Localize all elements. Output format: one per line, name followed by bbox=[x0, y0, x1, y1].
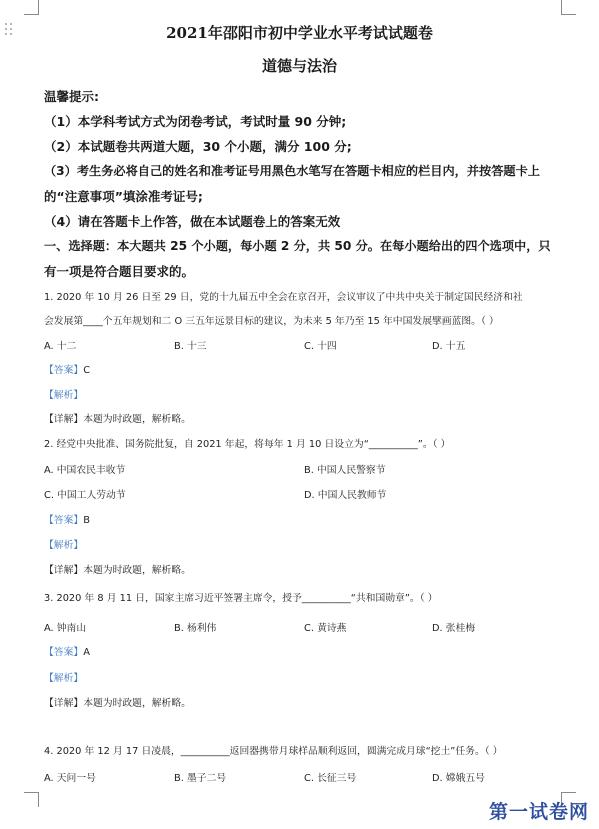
answer-line bbox=[44, 362, 90, 376]
subject-title: 道德与法治 bbox=[261, 57, 337, 75]
question-stem: 1. 2020 年 10 月 26 日至 29 日，党的十九届五中全会在京召开，会议审议了中共中央关于制定国民经济和社 bbox=[44, 292, 523, 303]
tip-item: （4）请在答题卡上作答，做在本试题卷上的答案无效 bbox=[44, 214, 341, 229]
tip-item: （3）考生务必将自己的姓名和准考证号用黑色水笔写在答题卡相应的栏目内，并按答题卡上 bbox=[44, 164, 540, 178]
crop-mark-top-left bbox=[24, 0, 39, 15]
tip-item: （2）本试题卷共两道大题，30 个小题，满分 100 分; bbox=[44, 139, 352, 154]
answer-label: 【答案】 bbox=[44, 647, 84, 658]
tip-item: （1）本学科考试方式为闭卷考试，考试时量 90 分钟; bbox=[44, 114, 347, 129]
option-c: C. 黄诗燕 bbox=[304, 623, 347, 634]
option-b: B. 中国人民警察节 bbox=[304, 465, 386, 476]
analysis-label: 【解析】 bbox=[44, 673, 84, 684]
question-stem: 4. 2020 年 12 月 17 日凌晨，__________返回器携带月球样品顺利返回，圆满完成月球“挖土”任务。（ ） bbox=[44, 746, 503, 757]
answer-value: A bbox=[83, 647, 90, 658]
option-d: D. 张桂梅 bbox=[432, 623, 476, 634]
question-stem: 2. 经党中央批准、国务院批复，自 2021 年起，将每年 1 月 10 日设立为“__________”。（ ） bbox=[44, 439, 451, 450]
option-b: B. 墨子二号 bbox=[174, 773, 227, 784]
answer-label: 【答案】 bbox=[44, 515, 84, 526]
section-heading-cont: 有一项是符合题目要求的。 bbox=[44, 264, 195, 279]
page-title: 2021年邵阳市初中学业水平考试试题卷 bbox=[166, 24, 433, 42]
site-watermark: 第一试卷网 bbox=[488, 801, 589, 823]
answer-value: B bbox=[83, 515, 90, 526]
option-a: A. 中国农民丰收节 bbox=[44, 465, 126, 476]
analysis-label: 【解析】 bbox=[44, 540, 84, 551]
tip-item: 的“注意事项”填涂准考证号; bbox=[44, 189, 203, 204]
crop-mark-top-right bbox=[561, 0, 576, 15]
option-b: B. 十三 bbox=[174, 341, 207, 352]
answer-value: C bbox=[83, 365, 91, 376]
detail-text: 本题为时政题，解析略。 bbox=[83, 565, 191, 576]
option-a: A. 十二 bbox=[44, 341, 77, 352]
detail-line bbox=[44, 411, 191, 425]
analysis-label: 【解析】 bbox=[44, 390, 84, 401]
option-a: A. 钟南山 bbox=[44, 623, 87, 634]
crop-mark-bottom-left bbox=[24, 792, 39, 807]
detail-line bbox=[44, 562, 191, 576]
section-heading: 一、选择题：本大题共 25 个小题，每小题 2 分，共 50 分。在每小题给出的四个选项中，只 bbox=[44, 239, 551, 253]
detail-line bbox=[44, 695, 191, 709]
option-a: A. 天问一号 bbox=[44, 773, 96, 784]
option-b: B. 杨利伟 bbox=[174, 623, 217, 634]
question-stem: 3. 2020 年 8 月 11 日，国家主席习近平签署主席令，授予__________“共和国勋章”。（ ） bbox=[44, 593, 438, 604]
detail-label: 【详解】 bbox=[44, 565, 84, 576]
detail-label: 【详解】 bbox=[44, 698, 84, 709]
answer-line bbox=[44, 512, 90, 526]
detail-text: 本题为时政题，解析略。 bbox=[83, 698, 191, 709]
detail-label: 【详解】 bbox=[44, 414, 84, 425]
option-d: D. 十五 bbox=[432, 341, 466, 352]
answer-label: 【答案】 bbox=[44, 365, 84, 376]
question-stem: 会发展第____个五年规划和二 O 三五年远景目标的建议，为未来 5 年乃至 15 年中国发展擘画蓝图。（ ） bbox=[44, 316, 499, 327]
option-c: C. 长征三号 bbox=[304, 773, 357, 784]
tips-heading: 温馨提示: bbox=[44, 89, 99, 104]
detail-text: 本题为时政题，解析略。 bbox=[83, 414, 191, 425]
option-d: D. 中国人民教师节 bbox=[304, 490, 387, 501]
option-c: C. 十四 bbox=[304, 341, 337, 352]
option-d: D. 嫦娥五号 bbox=[432, 773, 485, 784]
answer-line bbox=[44, 644, 90, 658]
option-c: C. 中国工人劳动节 bbox=[44, 490, 126, 501]
